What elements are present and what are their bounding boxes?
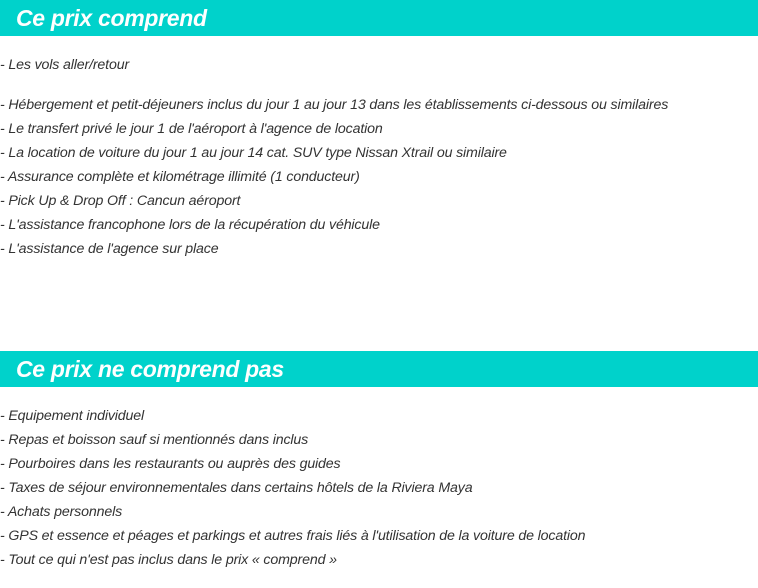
included-header <box>0 0 758 36</box>
list-item: - L'assistance de l'agence sur place <box>0 241 219 257</box>
list-item: - La location de voiture du jour 1 au jour 14 cat. SUV type Nissan Xtrail ou similaire <box>0 145 507 161</box>
list-item: - Le transfert privé le jour 1 de l'aéroport à l'agence de location <box>0 121 383 137</box>
excluded-header <box>0 351 758 387</box>
list-item: - Tout ce qui n'est pas inclus dans le prix « comprend » <box>0 552 337 568</box>
list-item: - Pourboires dans les restaurants ou auprès des guides <box>0 456 341 472</box>
list-item: - Assurance complète et kilométrage illimité (1 conducteur) <box>0 169 360 185</box>
included-list <box>0 53 668 261</box>
included-title: Ce prix comprend <box>16 5 207 31</box>
list-item: - Pick Up & Drop Off : Cancun aéroport <box>0 193 241 209</box>
list-item: - Hébergement et petit-déjeuners inclus du jour 1 au jour 13 dans les établissements ci-dessous ou similaires <box>0 97 669 113</box>
excluded-list <box>0 404 585 572</box>
list-item: - Repas et boisson sauf si mentionnés dans inclus <box>0 432 309 448</box>
excluded-title: Ce prix ne comprend pas <box>16 356 284 382</box>
list-item: - Les vols aller/retour <box>0 57 130 73</box>
list-item: - Equipement individuel <box>0 408 145 424</box>
list-item: - Achats personnels <box>0 504 123 520</box>
list-item: - GPS et essence et péages et parkings et autres frais liés à l'utilisation de la voiture de location <box>0 528 586 544</box>
list-item: - L'assistance francophone lors de la récupération du véhicule <box>0 217 380 233</box>
list-item: - Taxes de séjour environnementales dans certains hôtels de la Riviera Maya <box>0 480 473 496</box>
